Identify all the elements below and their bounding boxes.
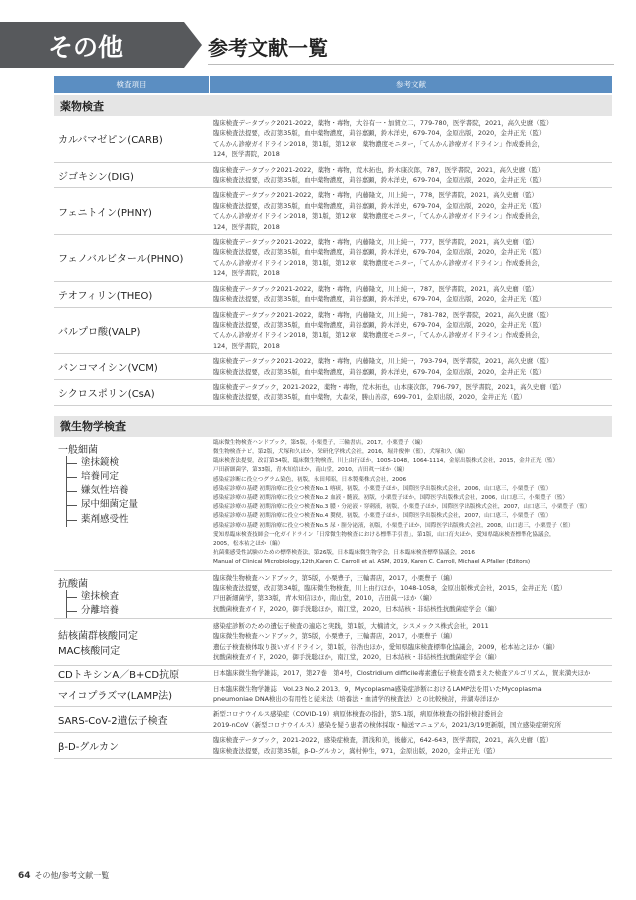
item-label: 結核菌群核酸同定	[58, 630, 138, 642]
tree-child-item: 塗抹鏡検	[67, 456, 138, 470]
reference-line: 臨床検査データブック，2021-2022，感染症検査，渭浅和美，後藤元，642-643，医学書院，2021，高久史麿（監）	[213, 736, 553, 745]
reference-line: 抗菌薬感受性試験のための標準検査法，第26版，日本臨床微生物学会，日本臨床検査標準協議会，2016	[213, 550, 475, 557]
reference-line: てんかん診療ガイドライン2018，第1版，第12章 薬物濃度モニター，「てんかん診療ガイドライン」作成委員会，	[213, 331, 544, 340]
table-row	[54, 437, 612, 571]
column-header-ref: 参考文献	[396, 80, 426, 89]
row-item-label: フェニトイン(PHNY)	[58, 207, 152, 219]
row-item-label: カルバマゼピン(CARB)	[58, 135, 163, 147]
item-label: 一般細菌	[58, 444, 98, 456]
page-category-title: その他	[48, 33, 124, 62]
reference-line: てんかん診療ガイドライン2018，第1版，第12章 薬物濃度モニター，「てんかん診療ガイドライン」作成委員会，	[213, 212, 544, 221]
reference-line: 臨床検査法提要，改訂第34版，臨床微生物検査，川上由行ほか，1005-1048，1064-1114，金原出版株式会社，2015，金井正光（監）	[213, 458, 559, 465]
reference-line: 臨床検査データブック2021-2022，薬物・毒物，内藤隆文，川上純一，778，医学書院，2021，高久史麿（監）	[213, 191, 538, 200]
row-references	[209, 619, 612, 665]
row-references	[209, 733, 612, 758]
reference-line: 感染症診断のための遺伝子検査の適応と実践，第1版，大楠清文，シスメックス株式会社，2011	[213, 622, 489, 630]
tree-child-item: 分離培養	[67, 604, 119, 618]
page-number: 64	[18, 871, 31, 881]
reference-line: 臨床検査法提要，改訂第35版，β-D-グルカン，嵩村伸生，971，金原出版，2020，金井正光（監）	[213, 746, 499, 755]
reference-line: 臨床検査法提要，改訂第35版，血中薬物濃度，苅谷嘉顕，鈴木洋史，679-704，金原出版，2020，金井正光（監）	[213, 320, 546, 329]
reference-line: 新型コロナウイルス感染症（COVID-19）病原体検査の指針，第5.1版，病原体検査の指針検討委員会	[213, 710, 504, 719]
micro-section-rows	[54, 619, 612, 759]
table-row	[54, 380, 612, 406]
row-references	[209, 682, 612, 707]
reference-line: 戸田新細菌学，第33版，青木知信ほか，南山堂，2010，吉田眞一ほか（編）	[213, 467, 408, 474]
reference-line: 感染症診断に役立つグラム染色，初版，永田邦昭，日本製薬株式会社，2006	[213, 476, 407, 483]
drug-section	[54, 116, 612, 406]
reference-line: 臨床微生物検査ハンドブック，第5版，小栗豊子，三輪書店，2017，小栗豊子（編）	[213, 632, 457, 641]
row-references	[209, 437, 612, 570]
page-header	[0, 22, 636, 68]
reference-line: 感染症診療の基礎 初期治療に役立つ検査No.3 膿・分泌液・穿刺液，初版，小栗豊子ほか，国際医学出版株式会社，2007，山口恵三，小栗豊子（監）	[213, 504, 591, 511]
reference-line: 臨床検査法提要，改訂第35版，血中薬物濃度，苅谷嘉顕，鈴木洋史，679-704，金原出版，2020，金井正光（監）	[213, 201, 546, 210]
tree-child-item: 薬剤感受性	[67, 513, 138, 527]
table-row	[54, 619, 612, 666]
reference-line: 感染症診療の基礎 初期治療に役立つ検査No.5 尿・膣分泌液，初版，小栗豊子ほか，国際医学出版株式会社，2008，山口恵三，小栗豊子（監）	[213, 522, 574, 529]
reference-line: 臨床検査法提要，改訂第35版，血中薬物濃度，苅谷嘉顕，鈴木洋史，679-704，金原出版，2020，金井正光（監）	[213, 176, 546, 185]
reference-line: 臨床検査データブック2021-2022，薬物・毒物，内藤隆文，川上純一，781-782，医学書院，2021，高久史麿（監）	[213, 310, 553, 319]
row-references	[209, 707, 612, 732]
reference-line: 臨床検査法提要，改訂第34版，臨床微生物検査，川上由行ほか，1048-1058，金原出版株式会社，2015，金井正光（監）	[213, 584, 567, 592]
item-tree	[66, 456, 138, 527]
reference-line: 感染症診療の基礎 初期治療に役立つ検査No.4 糞便，初版，小栗豊子ほか，国際医学出版株式会社，2007，山口恵三，小栗豊子（監）	[213, 513, 552, 520]
row-references	[209, 116, 612, 162]
row-references	[209, 235, 612, 281]
reference-line: 臨床検査法提要，改訂第35版，血中薬物濃度，苅谷嘉顕，鈴木洋史，679-704，金原出版，2020，金井正光（監）	[213, 295, 546, 304]
reference-line: 臨床検査データブック2021-2022，薬物・毒物，内藤隆文，川上純一，793-794，医学書院，2021，高久史麿（監）	[213, 357, 553, 366]
reference-line: pneumoniae DNA検出の有用性と従来法（培養法・血清学的検査法）との比較検討，井湖寿洋ほか	[213, 695, 500, 704]
row-item-acid-fast	[54, 571, 209, 618]
reference-line: 戸田新細菌学，第33版，青木知信ほか，南山堂，2010，吉田眞一ほか（編）	[213, 594, 436, 603]
row-references	[209, 163, 612, 188]
reference-line: 感染症診療の基礎 初期治療に役立つ検査No.1 喀痰，初版，小栗豊子ほか，国際医学出版株式会社，2006，山口恵三，小栗豊子（監）	[213, 485, 552, 492]
reference-line: 124，医学書院，2018	[213, 341, 280, 350]
reference-line: 臨床検査法提要，改訂第35版，血中薬物濃度，苅谷嘉顕，鈴木洋史，679-704，金原出版，2020，金井正光（監）	[213, 248, 546, 257]
reference-line: 日本臨床微生物学雑誌，2017，第27巻 第4号，Clostridium difficile毒素遺伝子検査を踏まえた検査アルゴリズム，賀来満夫ほか	[213, 668, 591, 677]
table-row	[54, 666, 612, 682]
table-row	[54, 571, 612, 619]
row-item-label: バルプロ酸(VALP)	[58, 326, 141, 338]
row-item-label: テオフィリン(THEO)	[58, 290, 153, 302]
tree-child-item: 嫌気性培養	[67, 484, 138, 498]
reference-table	[54, 76, 612, 759]
row-references	[209, 308, 612, 354]
table-row	[54, 188, 612, 235]
tree-child-item: 尿中細菌定量	[67, 498, 138, 512]
reference-line: てんかん診療ガイドライン2018，第1版，第12章 薬物濃度モニター，「てんかん診療ガイドライン」作成委員会，	[213, 258, 544, 267]
table-header	[54, 76, 612, 93]
reference-line: てんかん診療ガイドライン2018，第1版，第12章 薬物濃度モニター，「てんかん診療ガイドライン」作成委員会，	[213, 139, 544, 148]
reference-line: 2005，松本祐之ほか（編）	[213, 540, 284, 547]
reference-line: 2019-nCoV（新型コロナウイルス）感染を疑う患者の検体採取・輸送マニュアル，2021/3/19更新版，国立感染症研究所	[213, 720, 562, 729]
reference-line: 臨床検査データブック2021-2022，薬物・毒物，内藤隆文，川上純一，777，医学書院，2021，高久史麿（監）	[213, 238, 538, 247]
reference-line: 愛知県臨床検査技師会一化ガイドライン「日常微生物検査における標準手引書」，第1版，山口育夫ほか，愛知県臨床検査標準化協議会，	[213, 531, 555, 538]
reference-line: 感染症診療の基礎 初期治療に役立つ検査No.2 血液・髄液，初版，小栗豊子ほか，国際医学出版株式会社，2006，山口恵三，小栗豊子（監）	[213, 494, 569, 501]
footer-text: その他/参考文献一覧	[34, 871, 110, 880]
table-row	[54, 116, 612, 163]
table-row	[54, 235, 612, 282]
reference-line: 臨床検査法提要，改訂第35版，血中薬物，大森栄，勝山善彦，699-701，金原出版，2020，金井正光（監）	[213, 393, 527, 402]
table-row	[54, 308, 612, 355]
item-label: 抗酸菌	[58, 578, 88, 590]
row-references	[209, 354, 612, 379]
row-item-label: シクロスポリン(CsA)	[58, 388, 155, 400]
reference-line: 124，医学書院，2018	[213, 222, 280, 231]
row-item-label: フェノバルビタール(PHNO)	[58, 254, 184, 266]
row-references	[209, 666, 612, 681]
row-item-label: ジゴキシン(DIG)	[58, 171, 134, 183]
reference-line: 臨床検査データブック2021-2022，薬物・毒物，内藤隆文，川上純一，787，医学書院，2021，高久史麿（監）	[213, 284, 538, 293]
reference-line: 臨床微生物検査ハンドブック，第5版，小栗豊子，三輪書店，2017，小栗豊子（編）	[213, 573, 457, 582]
row-item-label	[54, 619, 209, 665]
reference-line: 抗酸菌検査ガイド，2020，御手洗聡ほか，南江堂，2020，日本結核・非結核性抗酸菌症学会（編）	[213, 653, 501, 662]
reference-line: 124，医学書院，2018	[213, 269, 280, 278]
row-item-label: CDトキシンA／B+CD抗原	[58, 669, 180, 681]
table-row	[54, 163, 612, 189]
reference-line: 臨床検査法提要，改訂第35版，血中薬物濃度，苅谷嘉顕，鈴木洋史，679-704，金原出版，2020，金井正光（監）	[213, 367, 546, 376]
row-item-label: SARS-CoV-2遺伝子検査	[58, 716, 168, 728]
row-item-label: マイコプラズマ(LAMP法)	[58, 690, 173, 702]
column-header-item: 検査項目	[54, 76, 210, 93]
table-row	[54, 354, 612, 380]
reference-line: 臨床検査データブック2021-2022，薬物・毒物，荒木拓也，鈴木康次郎，787，医学書院，2021，高久史麿（監）	[213, 165, 545, 174]
tree-child-item: 塗抹検査	[67, 590, 119, 604]
row-references	[209, 571, 612, 618]
section-title-micro: 微生物学検査	[54, 416, 612, 437]
tree-child-item: 培養同定	[67, 470, 138, 484]
row-references	[209, 282, 612, 307]
table-row	[54, 707, 612, 733]
row-item-label: β-D-グルカン	[58, 742, 119, 754]
row-item-general-bacteria	[54, 437, 209, 570]
row-references	[209, 380, 612, 405]
reference-line: 臨床検査データブック，2021-2022，薬物・毒物，荒木拓也，山本康次郎，796-797，医学書院，2021，高久史麿（監）	[213, 382, 565, 391]
reference-line: 臨床微生物検査ハンドブック，第5版，小栗豊子，三輪書店，2017，小栗豊子（編）	[213, 439, 426, 446]
page-footer	[18, 870, 109, 881]
reference-line: 124，医学書院，2018	[213, 150, 280, 159]
reference-line: 日本臨床微生物学雑誌 Vol.23 No.2 2013．9，Mycoplasma感染症診断におけるLAMP法を用いたMycoplasma	[213, 684, 542, 693]
section-title-drug: 薬物検査	[54, 95, 612, 116]
reference-line: 臨床検査法提要，改訂第35版，血中薬物濃度，苅谷嘉顕，鈴木洋史，679-704，金原出版，2020，金井正光（監）	[213, 129, 546, 138]
title-underline	[208, 64, 614, 65]
reference-line: Manual of Clinical Microbiology,12th,Karen C. Carroll et al. ASM, 2019, Karen C. Carroll, Michael A.Pfaller (Editors)	[213, 559, 531, 566]
reference-line: 抗酸菌検査ガイド，2020，御手洗聡ほか，南江堂，2020，日本結核・非結核性抗酸菌症学会（編）	[213, 604, 501, 613]
reference-line: 遺伝子検査検体取り扱いガイドライン，第1版，谷浩也ほか，愛知県臨床検査標準化協議会，2009，松本祐之ほか（編）	[213, 642, 559, 651]
reference-line: 微生物検査ナビ，第2版，犬塚和久ほか，栄研化学株式会社，2016，堀井俊伸（監），犬塚和久（編）	[213, 448, 469, 455]
reference-line: 臨床検査データブック2021-2022，薬物・毒物，大谷有一・加賀立二，779-780，医学書院，2021，高久史麿（監）	[213, 119, 553, 127]
item-label: MAC核酸同定	[58, 645, 121, 657]
item-tree	[66, 590, 119, 618]
title-band-arrow	[184, 22, 202, 68]
row-item-label: バンコマイシン(VCM)	[58, 363, 158, 375]
table-row	[54, 682, 612, 708]
row-references	[209, 188, 612, 234]
table-row	[54, 282, 612, 308]
page-title: 参考文献一覧	[208, 36, 328, 60]
table-row	[54, 733, 612, 759]
